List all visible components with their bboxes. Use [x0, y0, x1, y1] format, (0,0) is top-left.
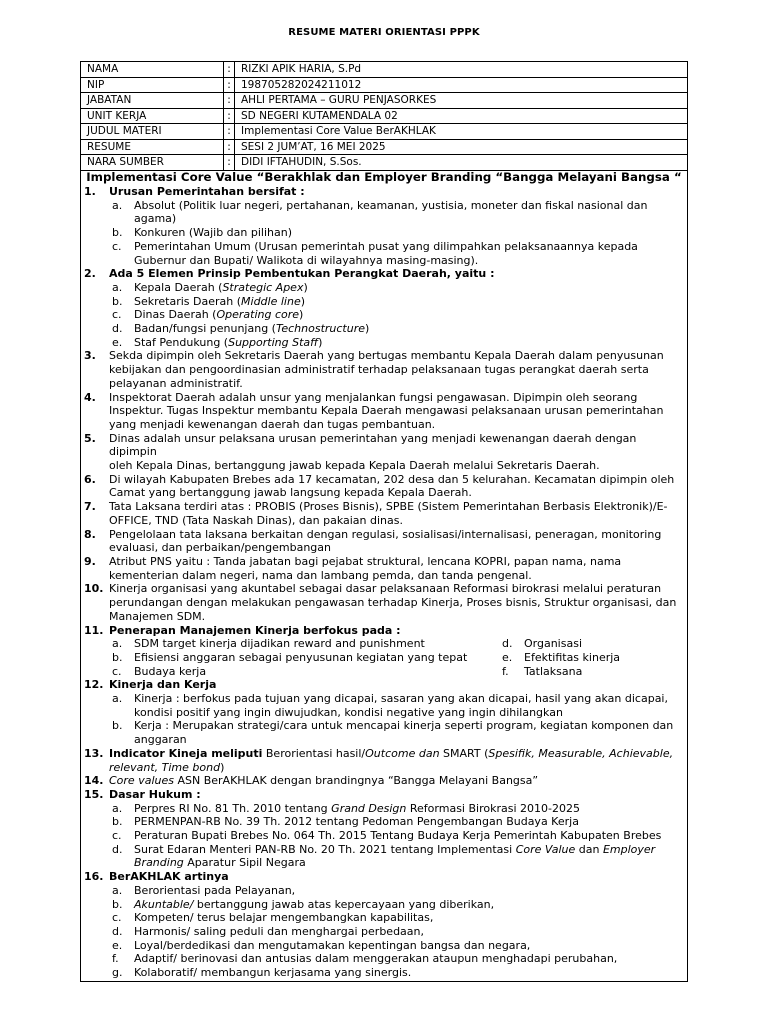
identity-label: NARA SUMBER	[81, 155, 224, 171]
sub-text: Kinerja : berfokus pada tujuan yang dicapai, sasaran yang akan dicapai, hasil yang akan dicapai,	[134, 692, 668, 706]
item-line: Camat yang bertanggung jawab langsung kepada Kepala Daerah.	[109, 486, 472, 500]
sub-text: Aparatur Sipil Negara	[183, 856, 306, 870]
sub-item	[84, 939, 681, 953]
sub-text: Dinas Daerah (	[134, 308, 217, 322]
list-item	[84, 747, 681, 774]
item-text: Kinerja dan Kerja	[109, 678, 217, 692]
sub-item	[84, 199, 681, 213]
list-item	[84, 185, 681, 199]
list-item	[84, 788, 681, 802]
list-item	[84, 500, 681, 527]
item-line: pelayanan administratif.	[109, 376, 243, 390]
sub-letter: d.	[112, 842, 123, 856]
item-line: Inspektur. Tugas Inspektur membantu Kepala Daerah mengawasi pelaksanaan urusan pemerintahan	[109, 404, 664, 418]
sub-text: bertanggung jawab atas kepercayaan yang diberikan,	[193, 897, 495, 911]
sub-text: Budaya kerja	[134, 664, 207, 678]
sub-text: Konkuren (Wajib dan pilihan)	[134, 226, 293, 240]
sub-item	[84, 240, 681, 254]
sub-text: Organisasi	[524, 637, 582, 651]
item-text: Dasar Hukum :	[109, 787, 201, 801]
sub-text: Gubernur dan Bupati/ Walikota di wilayahnya masing-masing).	[134, 253, 479, 267]
sub-letter: d.	[112, 322, 123, 336]
sub-text: kondisi positif yang ingin diwujudkan, kondisi negative yang ingin dihilangkan	[134, 705, 563, 719]
sub-item-pair	[84, 651, 681, 665]
sub-item	[84, 336, 681, 350]
identity-row	[81, 62, 688, 78]
item-number: 6.	[84, 472, 96, 486]
sub-letter: a.	[112, 637, 123, 651]
sub-letter: b.	[112, 897, 123, 911]
sub-letter: c.	[112, 239, 122, 253]
sub-item	[84, 966, 681, 980]
sub-text: PERMENPAN-RB No. 39 Th. 2012 tentang Pedoman Pengembangan Budaya Kerja	[134, 815, 579, 829]
identity-label: RESUME	[81, 139, 224, 155]
list-item	[84, 624, 681, 638]
item-text-italic: Core values	[109, 774, 174, 788]
item-text: Ada 5 Elemen Prinsip Pembentukan Perangkat Daerah, yaitu :	[109, 267, 495, 281]
sub-item	[84, 692, 681, 706]
list-item	[84, 582, 681, 623]
sub-letter: a.	[112, 801, 123, 815]
item-line: kementerian dalam negeri, nama dan lambang pemda, dan tanda pengenal.	[109, 568, 532, 582]
list-item	[84, 473, 681, 500]
item-number: 10.	[84, 582, 104, 596]
sub-text: Kompeten/ terus belajar mengembangkan kapabilitas,	[134, 911, 434, 925]
sub-letter: f.	[112, 952, 119, 966]
sub-text: dan	[575, 842, 603, 856]
item-line: Atribut PNS yaitu : Tanda jabatan bagi pejabat struktural, lencana KOPRI, papan nama, nama	[109, 554, 622, 568]
sub-item	[84, 719, 681, 733]
identity-row	[81, 139, 688, 155]
identity-row	[81, 108, 688, 124]
document-title: RESUME MATERI ORIENTASI PPPK	[288, 27, 480, 38]
item-number: 11.	[84, 623, 104, 637]
identity-colon: :	[224, 108, 235, 124]
identity-colon: :	[224, 62, 235, 78]
sub-text: )	[300, 294, 306, 308]
sub-letter: d.	[112, 924, 123, 938]
sub-letter: e.	[112, 335, 123, 349]
identity-table	[80, 61, 688, 171]
item-text: Urusan Pemerintahan bersifat :	[109, 185, 305, 198]
item-line: evaluasi, dan perbaikan/pengembangan	[109, 541, 331, 555]
sub-letter: e.	[502, 650, 513, 664]
item-text-bold: Indicator Kineja meliputi	[109, 746, 263, 760]
sub-item	[84, 884, 681, 898]
identity-row	[81, 155, 688, 171]
identity-colon: :	[224, 155, 235, 171]
sub-item-cont	[84, 733, 681, 747]
item-line: Kinerja organisasi yang akuntabel sebagai dasar pelaksanaan Reformasi birokrasi melalui peraturan	[109, 582, 662, 596]
item-line: Tata Laksana terdiri atas : PROBIS (Proses Bisnis), SPBE (Sistem Pemerintahan Berbasis Elektronik)/E-	[109, 500, 668, 514]
item-text-italic: relevant, Time bond	[109, 760, 221, 774]
sub-text: Loyal/berdedikasi dan mengutamakan kepentingan bangsa dan negara,	[134, 938, 531, 952]
sub-text: Harmonis/ saling peduli dan menghargai perbedaan,	[134, 924, 424, 938]
item-number: 14.	[84, 774, 104, 788]
item-line: Di wilayah Kabupaten Brebes ada 17 kecamatan, 202 desa dan 5 kelurahan. Kecamatan dipimpin oleh	[109, 472, 675, 486]
list-item	[84, 555, 681, 582]
list-item	[84, 774, 681, 788]
sub-text: Reformasi Birokrasi 2010-2025	[406, 801, 580, 815]
item-number: 16.	[84, 870, 104, 884]
sub-item	[84, 925, 681, 939]
item-number: 3.	[84, 349, 96, 363]
identity-value: 198705282024211012	[235, 77, 688, 93]
sub-item-cont	[84, 254, 681, 268]
sub-text: Pemerintahan Umum (Urusan pemerintah pusat yang dilimpahkan pelaksanaannya kepada	[134, 239, 638, 253]
sub-text: Tatlaksana	[524, 664, 583, 678]
item-line: oleh Kepala Dinas, bertanggung jawab kepada Kepala Daerah melalui Sekretaris Daerah.	[109, 459, 600, 473]
sub-item	[84, 911, 681, 925]
item-line: Manajemen SDM.	[109, 609, 206, 623]
sub-text-italic: Core Value	[515, 842, 576, 856]
sub-letter: a.	[112, 198, 123, 212]
sub-letter: c.	[112, 911, 122, 925]
identity-value: SESI 2 JUM’AT, 16 MEI 2025	[235, 139, 688, 155]
identity-label: NAMA	[81, 62, 224, 78]
item-line: Pengelolaan tata laksana berkaitan dengan regulasi, sosialisasi/internalisasi, peneragan, monitoring	[109, 527, 662, 541]
list-item	[84, 349, 681, 390]
sub-text: Efisiensi anggaran sebagai penyusunan kegiatan yang tepat	[134, 650, 468, 664]
item-line: kebijakan dan pengoordinasian administratif terhadap pelaksanaan tugas perangkat daerah serta	[109, 363, 649, 377]
item-text: )	[220, 760, 225, 774]
sub-item	[84, 308, 681, 322]
sub-text: Badan/fungsi penunjang (	[134, 322, 276, 336]
sub-letter: b.	[112, 226, 123, 240]
sub-text: anggaran	[134, 733, 187, 747]
sub-item	[84, 802, 681, 816]
sub-text: Sekretaris Daerah (	[134, 294, 242, 308]
identity-label: JUDUL MATERI	[81, 124, 224, 140]
sub-item-cont	[84, 212, 681, 226]
sub-letter: c.	[112, 308, 122, 322]
list-item	[84, 528, 681, 555]
sub-text: Adaptif/ berinovasi dan antusias dalam menggerakan ataupun menghadapi perubahan,	[134, 952, 618, 966]
item-number: 15.	[84, 787, 104, 801]
sub-text-italic: Middle line	[241, 294, 301, 308]
sub-letter: f.	[502, 664, 509, 678]
sub-text: )	[365, 322, 370, 336]
resume-content-box	[80, 171, 688, 982]
sub-text: Peraturan Bupati Brebes No. 064 Th. 2015 Tentang Budaya Kerja Pemerintah Kabupaten Brebes	[134, 829, 662, 843]
item-number: 1.	[84, 185, 96, 198]
list-item	[84, 870, 681, 884]
identity-row	[81, 77, 688, 93]
sub-text: )	[299, 308, 304, 322]
identity-row	[81, 124, 688, 140]
sub-text-italic: Akuntable/	[134, 897, 194, 911]
sub-letter: b.	[112, 294, 123, 308]
sub-letter: g.	[112, 966, 123, 980]
sub-text-italic: Operating core	[216, 308, 300, 322]
item-line: Inspektorat Daerah adalah unsur yang menjalankan fungsi pengawasan. Dipimpin oleh seorang	[109, 390, 638, 404]
sub-text-italic: Technostructure	[275, 322, 365, 336]
identity-colon: :	[224, 124, 235, 140]
sub-text-italic: Branding	[134, 856, 184, 870]
identity-value: DIDI IFTAHUDIN, S.Sos.	[235, 155, 688, 171]
list-item	[84, 678, 681, 692]
item-line: Dinas adalah unsur pelaksana urusan pemerintahan yang menjadi kewenangan daerah dengan dipimpin	[109, 431, 637, 459]
item-text: ASN BerAKHLAK dengan brandingnya “Bangga Melayani Bangsa”	[173, 774, 539, 788]
sub-text: Absolut (Politik luar negeri, pertahanan, keamanan, yustisia, moneter dan fiskal nasional dan	[134, 198, 648, 212]
item-number: 8.	[84, 527, 96, 541]
sub-text: agama)	[134, 212, 177, 226]
sub-text-italic: Supporting Staff	[228, 335, 319, 349]
sub-item	[84, 226, 681, 240]
item-text-italic: Outcome dan	[365, 746, 440, 760]
sub-text: Staf Pendukung (	[134, 335, 229, 349]
sub-letter: a.	[112, 883, 123, 897]
item-text: BerAKHLAK artinya	[109, 870, 229, 884]
sub-item	[84, 815, 681, 829]
identity-value: RIZKI APIK HARIA, S.Pd	[235, 62, 688, 78]
content-heading: Implementasi Core Value “Berakhlak dan Employer Branding “Bangga Melayani Bangsa “	[86, 170, 682, 184]
item-number: 7.	[84, 500, 96, 514]
sub-item-cont	[84, 856, 681, 870]
sub-letter: b.	[112, 650, 123, 664]
item-line: yang menjadi kewenangan daerah dan tugas pembantuan.	[109, 417, 436, 431]
sub-item-pair	[84, 637, 681, 651]
item-number: 9.	[84, 554, 96, 568]
item-number: 12.	[84, 678, 104, 692]
item-text: Berorientasi hasil/	[262, 746, 366, 760]
sub-text: Efektifitas kinerja	[524, 650, 621, 664]
sub-text: Kolaboratif/ membangun kerjasama yang sinergis.	[134, 966, 412, 980]
item-line: Sekda dipimpin oleh Sekretaris Daerah yang bertugas membantu Kepala Daerah dalam penyusunan	[109, 349, 664, 363]
identity-value: AHLI PERTAMA – GURU PENJASORKES	[235, 93, 688, 109]
identity-value: SD NEGERI KUTAMENDALA 02	[235, 108, 688, 124]
sub-item-pair	[84, 665, 681, 679]
identity-label: NIP	[81, 77, 224, 93]
sub-text: Berorientasi pada Pelayanan,	[134, 883, 296, 897]
item-number: 2.	[84, 267, 96, 281]
sub-text: )	[303, 280, 308, 294]
sub-text: SDM target kinerja dijadikan reward and punishment	[134, 637, 425, 651]
item-number: 4.	[84, 390, 96, 404]
sub-item	[84, 898, 681, 912]
item-number: 5.	[84, 431, 96, 445]
sub-item	[84, 322, 681, 336]
sub-letter: d.	[502, 637, 513, 651]
sub-letter: c.	[112, 829, 122, 843]
identity-row	[81, 93, 688, 109]
sub-text: Kerja : Merupakan strategi/cara untuk mencapai kinerja seperti program, kegiatan komponen dan	[134, 719, 674, 733]
list-item	[84, 267, 681, 281]
sub-letter: b.	[112, 719, 123, 733]
identity-label: UNIT KERJA	[81, 108, 224, 124]
sub-text: Kepala Daerah (	[134, 280, 223, 294]
resume-list	[81, 185, 687, 980]
identity-colon: :	[224, 93, 235, 109]
sub-item	[84, 843, 681, 857]
identity-colon: :	[224, 77, 235, 93]
sub-text-italic: Employer	[602, 842, 656, 856]
sub-item-cont	[84, 706, 681, 720]
identity-colon: :	[224, 139, 235, 155]
sub-text: Surat Edaran Menteri PAN-RB No. 20 Th. 2021 tentang Implementasi	[134, 842, 516, 856]
sub-letter: e.	[112, 938, 123, 952]
sub-letter: a.	[112, 692, 123, 706]
item-line: perundangan dengan melakukan pengawasan terhadap Kinerja, Proses bisnis, Struktur organisasi, dan	[109, 596, 677, 610]
sub-text: Perpres RI No. 81 Th. 2010 tentang	[134, 801, 332, 815]
sub-item	[84, 295, 681, 309]
sub-item	[84, 952, 681, 966]
item-text: SMART (	[439, 746, 489, 760]
identity-value: Implementasi Core Value BerAKHLAK	[235, 124, 688, 140]
sub-text-italic: Strategic Apex	[222, 280, 304, 294]
list-item	[84, 391, 681, 432]
item-number: 13.	[84, 746, 104, 760]
sub-text-italic: Grand Design	[331, 801, 407, 815]
sub-letter: b.	[112, 815, 123, 829]
sub-letter: a.	[112, 280, 123, 294]
identity-label: JABATAN	[81, 93, 224, 109]
item-text-italic: Spesifik, Measurable, Achievable,	[488, 746, 674, 760]
sub-item	[84, 281, 681, 295]
item-text: Penerapan Manajemen Kinerja berfokus pada :	[109, 623, 401, 637]
item-line: OFFICE, TND (Tata Naskah Dinas), dan pakaian dinas.	[109, 513, 403, 527]
sub-text: )	[318, 335, 323, 349]
sub-letter: c.	[112, 664, 122, 678]
list-item	[84, 432, 681, 473]
sub-item	[84, 829, 681, 843]
